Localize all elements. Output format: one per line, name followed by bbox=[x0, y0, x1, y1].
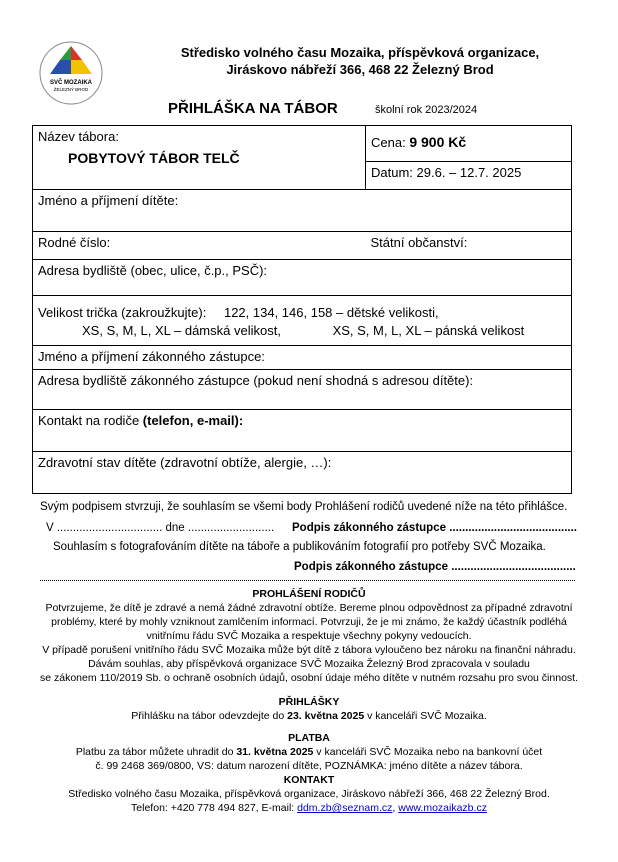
declaration-line: Dávám souhlas, aby příspěvková organizace SVČ Mozaika Železný Brod zpracovala v souladu bbox=[88, 658, 530, 670]
guardian-name-field[interactable] bbox=[33, 346, 572, 370]
payment-heading: PLATBA bbox=[288, 732, 330, 744]
applications-text-c: v kanceláři SVČ Mozaika. bbox=[364, 710, 487, 722]
birth-number-field[interactable] bbox=[33, 232, 366, 260]
child-name-field[interactable] bbox=[33, 190, 572, 232]
guardian-name-label: Jméno a příjmení zákonného zástupce: bbox=[38, 349, 265, 364]
logo-text-1: SVČ MOZAIKA bbox=[50, 80, 92, 86]
email-link[interactable]: ddm.zb@seznam.cz bbox=[297, 802, 393, 814]
consent-statement: Svým podpisem stvrzuji, že souhlasím se všemi body Prohlášení rodičů uvedené níže na této přihlášce. bbox=[40, 501, 568, 513]
payment-text-c: v kanceláři SVČ Mozaika nebo na bankovní účet bbox=[313, 746, 543, 758]
org-logo bbox=[38, 40, 104, 106]
citizenship-label: Státní občanství: bbox=[370, 235, 468, 250]
contact-separator: , bbox=[392, 802, 399, 814]
price-label: Cena: bbox=[371, 135, 406, 150]
declaration-line: se zákonem 110/2019 Sb. o ochraně osobních údajů, osobní údaje mého dítěte v nutném rozsahu pro svou činnost. bbox=[40, 672, 578, 684]
school-year: školní rok 2023/2024 bbox=[375, 104, 478, 116]
divider bbox=[40, 580, 575, 581]
parent-contact-field[interactable] bbox=[33, 410, 572, 452]
camp-name: POBYTOVÝ TÁBOR TELČ bbox=[68, 150, 240, 166]
signature-line-2[interactable]: Podpis zákonného zástupce ....................................... bbox=[294, 561, 576, 573]
declaration-line: Potvrzujeme, že dítě je zdravé a nemá žádné zdravotní obtíže. Bereme plnou odpovědnost za případné zdravotní bbox=[45, 602, 573, 614]
payment-account: č. 99 2468 369/0800, VS: datum narození dítěte, POZNÁMKA: jméno dítěte a název tábora. bbox=[95, 760, 523, 772]
tshirt-size-field[interactable] bbox=[33, 296, 572, 346]
tshirt-women-sizes[interactable]: XS, S, M, L, XL – dámská velikost, bbox=[82, 323, 281, 338]
tshirt-men-sizes[interactable]: XS, S, M, L, XL – pánská velikost bbox=[332, 323, 525, 338]
declaration-text bbox=[0, 601, 618, 685]
declaration-heading: PROHLÁŠENÍ RODIČŮ bbox=[252, 588, 366, 600]
health-field[interactable] bbox=[33, 452, 572, 494]
date-cell bbox=[366, 162, 572, 190]
camp-name-cell bbox=[33, 126, 366, 190]
price-value: 9 900 Kč bbox=[409, 134, 467, 150]
health-label: Zdravotní stav dítěte (zdravotní obtíže, alergie, …): bbox=[38, 455, 332, 470]
contact-heading: KONTAKT bbox=[283, 774, 335, 786]
contact-text bbox=[0, 787, 618, 815]
tshirt-kids-sizes[interactable]: 122, 134, 146, 158 – dětské velikosti, bbox=[223, 305, 439, 320]
contact-label-bold: (telefon, e-mail): bbox=[142, 413, 244, 428]
page-title: PŘIHLÁŠKA NA TÁBOR bbox=[168, 100, 338, 117]
payment-text bbox=[0, 745, 618, 773]
org-name: Středisko volného času Mozaika, příspěvková organizace, bbox=[180, 45, 540, 60]
declaration-line: problémy, které by mohly vzniknout zamlčením informací. Potvrzuji, že je mi známo, že každý účastník podléhá bbox=[51, 616, 567, 628]
contact-address: Středisko volného času Mozaika, příspěvková organizace, Jiráskovo nábřeží 366, 468 22 Železný Brod. bbox=[68, 788, 550, 800]
applications-text-a: Přihlášku na tábor odevzdejte do bbox=[131, 710, 288, 722]
camp-date: Datum: 29.6. – 12.7. 2025 bbox=[371, 165, 522, 180]
guardian-address-label: Adresa bydliště zákonného zástupce (pokud není shodná s adresou dítěte): bbox=[38, 373, 474, 388]
address-field[interactable] bbox=[33, 260, 572, 296]
applications-heading: PŘIHLÁŠKY bbox=[278, 696, 340, 708]
application-form bbox=[32, 125, 572, 494]
applications-text bbox=[0, 709, 618, 723]
payment-text-a: Platbu za tábor můžete uhradit do bbox=[75, 746, 237, 758]
tshirt-label: Velikost trička (zakroužkujte): bbox=[38, 305, 207, 320]
photo-consent: Souhlasím s fotografováním dítěte na táboře a publikováním fotografií pro potřeby SVČ Mozaika. bbox=[53, 541, 546, 553]
citizenship-field[interactable] bbox=[366, 232, 572, 260]
contact-phone: Telefon: +420 778 494 827, E-mail: bbox=[131, 802, 298, 814]
declaration-line: vnitřnímu řádu SVČ Mozaika a respektuje všechny pokyny vedoucích. bbox=[146, 630, 472, 642]
guardian-address-field[interactable] bbox=[33, 370, 572, 410]
org-address: Jiráskovo nábřeží 366, 468 22 Železný Brod bbox=[226, 62, 494, 77]
payment-deadline: 31. května 2025 bbox=[236, 746, 314, 758]
signature-line-1[interactable]: Podpis zákonného zástupce ........................................ bbox=[292, 522, 577, 534]
contact-label: Kontakt na rodiče bbox=[38, 413, 143, 428]
applications-deadline: 23. května 2025 bbox=[287, 710, 365, 722]
price-cell bbox=[366, 126, 572, 162]
child-name-label: Jméno a příjmení dítěte: bbox=[38, 193, 179, 208]
address-label: Adresa bydliště (obec, ulice, č.p., PSČ): bbox=[38, 263, 268, 278]
logo-text-2: ŽELEZNÝ BROD bbox=[53, 87, 89, 92]
declaration-line: V případě porušení vnitřního řádu SVČ Mozaika může být dítě z tábora vyloučeno bez nároku na finanční náhradu. bbox=[42, 644, 576, 656]
place-date-line[interactable]: V ................................. dne ........................... bbox=[46, 522, 275, 534]
birth-number-label: Rodné číslo: bbox=[38, 235, 111, 250]
web-link[interactable]: www.mozaikazb.cz bbox=[398, 802, 487, 814]
camp-label: Název tábora: bbox=[38, 129, 119, 144]
